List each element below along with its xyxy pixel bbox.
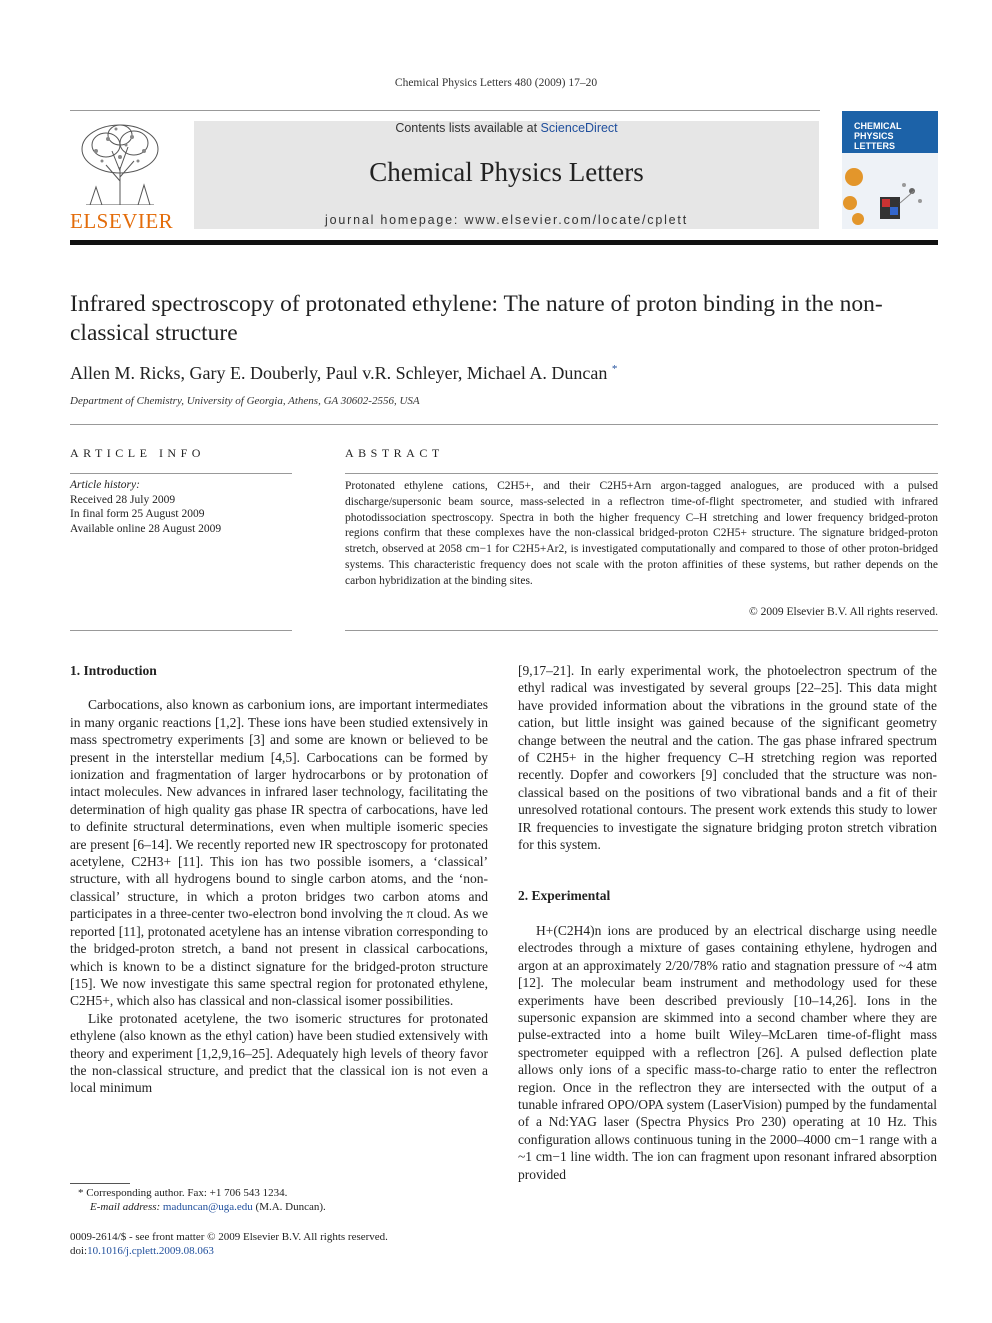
doi-link[interactable]: 10.1016/j.cplett.2009.08.063 xyxy=(87,1245,214,1257)
introduction-heading: 1. Introduction xyxy=(70,663,157,678)
email-suffix: (M.A. Duncan). xyxy=(255,1201,326,1213)
online-date: Available online 28 August 2009 xyxy=(70,522,222,535)
abstract-copyright: © 2009 Elsevier B.V. All rights reserved. xyxy=(749,606,938,618)
email-link[interactable]: maduncan@uga.edu xyxy=(162,1201,253,1213)
elsevier-tree-icon xyxy=(76,121,164,205)
running-head: Chemical Physics Letters 480 (2009) 17–20 xyxy=(394,77,598,89)
article-title: Infrared spectroscopy of protonated ethylene: The nature of proton binding in the non-classical structure xyxy=(70,291,883,346)
introduction-paragraph-2: Like protonated acetylene, the two isomeric structures for protonated ethylene (also known as the ethyl cation) have been studied extensively with theory and experiment [1,2,9,16–25]. Adequately high levels of theory favor the non-classical structure, and predict that the classical ion is not even a local minimum xyxy=(70,1010,488,1096)
journal-banner xyxy=(194,121,819,229)
article-info-rule-top xyxy=(70,473,292,474)
contents-prefix: Contents lists available at xyxy=(395,121,541,135)
contents-line xyxy=(194,121,819,135)
cover-title: CHEMICAL PHYSICS LETTERS xyxy=(854,121,902,151)
email-label: E-mail address: xyxy=(90,1201,161,1213)
body-column-right xyxy=(518,662,937,1183)
elsevier-logo[interactable] xyxy=(70,121,174,233)
journal-title: Chemical Physics Letters xyxy=(369,157,644,187)
issn-line: 0009-2614/$ - see front matter © 2009 Elsevier B.V. All rights reserved. xyxy=(70,1231,388,1243)
doi-line xyxy=(70,1244,570,1258)
affiliation: Department of Chemistry, University of Georgia, Athens, GA 30602-2556, USA xyxy=(70,395,420,407)
footnote-mark: * xyxy=(78,1187,84,1199)
history-label: Article history: xyxy=(70,479,140,491)
sciencedirect-link[interactable]: ScienceDirect xyxy=(540,121,618,135)
introduction-paragraph-1: Carbocations, also known as carbonium ions, are important intermediates in many organic reactions [1,2]. These ions have been studied extensively in mass spectrometry experiments [3] and some are known or believed to be present in the interstellar medium [4,5]. Carbocations can be formed by ionization and fragmentation of larger hydrocarbons or by protonation of intact molecules. New advances in infrared laser technology, facilitating the determination of high quality gas phase IR spectra of carbocations, have led to definite structural determinations, even when multiple isomeric species are present [6–14]. We recently reported new IR spectroscopy for protonated acetylene, C2H3+ [11]. This ion has two possible isomers, a ‘classical’ structure, with all hydrogens bound to single carbon atoms, and the ‘non-classical’ structure, in which a proton bridges two carbon atoms and participates in a three-center two-electron bond involving the π cloud. As we reported [11], protonated acetylene has an intense vibration corresponding to the bridged-proton stretch, a band not present in classical carbocations, which is known to be a distinct signature for the bridged-proton structure [15]. We now investigate this same spectral region for protonated ethylene, C2H5+, which also has classical and non-classical isomer possibilities. xyxy=(70,697,488,1009)
corresponding-footnote xyxy=(70,1186,488,1200)
author-list xyxy=(70,363,870,384)
experimental-heading: 2. Experimental xyxy=(518,888,611,904)
email-footnote xyxy=(70,1200,488,1214)
journal-cover[interactable] xyxy=(842,111,938,229)
corresponding-author-mark[interactable]: * xyxy=(611,363,618,375)
elsevier-wordmark: ELSEVIER xyxy=(70,209,174,233)
received-date: Received 28 July 2009 xyxy=(70,493,176,506)
article-info-rule-bottom xyxy=(70,630,292,631)
body-column-left xyxy=(70,662,488,1097)
article-history xyxy=(70,478,292,536)
abstract-rule-bottom xyxy=(345,630,938,631)
footnote-rule xyxy=(70,1183,130,1184)
article-info-heading: ARTICLE INFO xyxy=(70,446,205,460)
issn-doi-block xyxy=(70,1230,570,1258)
header-thick-rule xyxy=(70,240,938,245)
corresponding-text: Corresponding author. Fax: +1 706 543 1234. xyxy=(86,1187,288,1199)
authors: Allen M. Ricks, Gary E. Douberly, Paul v.R. Schleyer, Michael A. Duncan xyxy=(70,363,608,383)
footnote xyxy=(70,1186,488,1214)
abstract-text: Protonated ethylene cations, C2H5+, and their C2H5+Arn argon-tagged analogues, are produced with a pulsed discharge/supersonic beam source, mass-selected in a reflectron time-of-flight spectrometer, and studied with infrared photodissociation spectroscopy. Spectra in both the higher frequency C–H stretching and lower frequency bridged-proton regions confirm that these complexes have the non-classical bridged-proton C2H5+ structure. The signature bridged-proton stretch, observed at 2058 cm−1 for C2H5+Ar2, is investigated computationally and compared to those of other proton-bridged systems. This characteristic frequency does not scale with the proton affinities of these systems, but rather depends on the carbon hybridization at the binding sites. xyxy=(345,480,938,587)
section-rule xyxy=(70,424,938,425)
abstract-heading: ABSTRACT xyxy=(345,446,444,460)
abstract-rule-top xyxy=(345,473,938,474)
header-rule xyxy=(70,110,820,111)
experimental-paragraph-1: H+(C2H4)n ions are produced by an electrical discharge using needle electrodes through a mixture of gases containing ethylene, hydrogen and argon at an approximately 2/20/78% ratio and stagnation pressure of ~4 atm [12]. The molecular beam instrument and methodology used for these experiments have been described previously [10–14,26]. Ions in the supersonic expansion are skimmed into a second chamber where they are pulse-extracted into a home built Wiley–McLaren time-of-flight mass spectrometer equipped with a reflectron [26]. A pulsed deflection plate allows only ions of a specific mass-to-charge ratio to enter the reflectron region. Once in the reflectron they are intersected with the output of a tunable infrared OPO/OPA system (LaserVision) pumped by the fundamental of a Nd:YAG laser (Spectra Physics Pro 230) operating at 10 Hz. This configuration allows continuous tuning in the 2000–4000 cm−1 range with a ~1 cm−1 line width. The ion can fragment upon resonant infrared absorption provided xyxy=(518,922,937,1182)
journal-homepage[interactable]: journal homepage: www.elsevier.com/locate/cplett xyxy=(325,213,688,227)
introduction-paragraph-3: [9,17–21]. In early experimental work, the photoelectron spectrum of the ethyl radical was investigated by several groups [22–25]. This data might have provided information about the vibrations in the ground state of the cation, but little insight was gained because of the significant geometry change between the neutral and the cation. The gas phase infrared spectrum of C2H5+ in the higher frequency C–H stretching region was reported recently. Dopfer and coworkers [9] concluded that the structure was non-classical based on the positions of two vibrational bands and a fit of their unresolved rotational contours. The present work extends this study to lower IR frequencies to investigate the signature bridging proton stretch vibration for this system. xyxy=(518,663,937,853)
cover-art-icon xyxy=(842,111,938,229)
revised-date: In final form 25 August 2009 xyxy=(70,508,205,520)
doi-label: doi: xyxy=(70,1245,88,1257)
